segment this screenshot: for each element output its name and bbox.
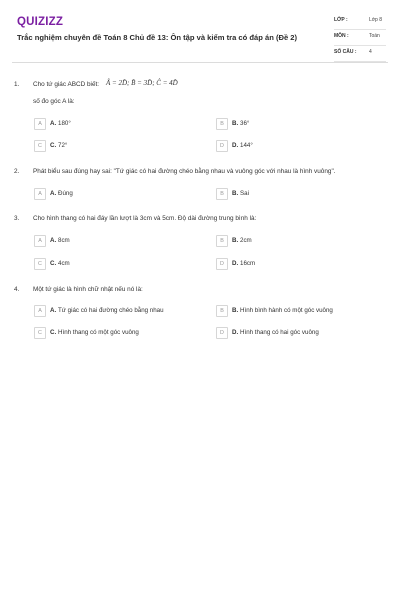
option-d-box[interactable]: D [216, 140, 228, 152]
option-a-letter: A. [50, 120, 57, 127]
option-b-letter: B. [232, 190, 239, 197]
meta-subject-row [334, 30, 386, 46]
question-1-text: Cho tứ giác ABCD biết: [33, 81, 100, 88]
question-3-number: 3. [14, 215, 20, 222]
question-2-text: Phát biểu sau đúng hay sai: "Tứ giác có hai đường chéo bằng nhau và vuông góc với nhau là hình vuông". [33, 168, 336, 175]
meta-count-value: 4 [369, 49, 372, 55]
option-c-box[interactable]: C [34, 140, 46, 152]
option-b-text: Sai [240, 190, 249, 197]
option-a-letter: A. [50, 307, 57, 314]
meta-class-label: LỚP : [334, 17, 348, 23]
option-a-text: Tứ giác có hai đường chéo bằng nhau [58, 307, 164, 314]
meta-class-value: Lớp 8 [369, 17, 383, 23]
question-1-subtext: số đo góc A là: [33, 98, 75, 105]
option-d-letter: D. [232, 142, 239, 149]
option-c-box[interactable]: C [34, 258, 46, 270]
option-d-box[interactable]: D [216, 327, 228, 339]
meta-subject-value: Toán [369, 33, 380, 39]
option-c-text: Hình thang có một góc vuông [58, 329, 139, 336]
option-d-box[interactable]: D [216, 258, 228, 270]
question-4-text: Một tứ giác là hình chữ nhật nếu nó là: [33, 286, 143, 293]
option-c-text: 72° [58, 142, 68, 149]
header-divider [12, 62, 388, 63]
option-d-text: 144° [240, 142, 253, 149]
question-1-number: 1. [14, 81, 20, 88]
option-a-box[interactable]: A [34, 118, 46, 130]
option-a-text: 8cm [58, 237, 70, 244]
worksheet-title: Trắc nghiệm chuyên đề Toán 8 Chủ đề 13: Ôn tập và kiểm tra có đáp án (Đề 2) [17, 33, 298, 42]
option-c-letter: C. [50, 260, 57, 267]
option-a-box[interactable]: A [34, 305, 46, 317]
question-1-formula: Â = 2D̂; B̂ = 3D̂; Ĉ = 4D̂ [106, 79, 178, 87]
option-c-letter: C. [50, 329, 57, 336]
worksheet-meta [334, 14, 386, 62]
option-b-box[interactable]: B [216, 118, 228, 130]
option-b-letter: B. [232, 307, 239, 314]
option-d-text: Hình thang có hai góc vuông [240, 329, 319, 336]
question-4-number: 4. [14, 286, 20, 293]
option-d-letter: D. [232, 329, 239, 336]
option-c-box[interactable]: C [34, 327, 46, 339]
option-b-box[interactable]: B [216, 235, 228, 247]
option-d-text: 16cm [240, 260, 256, 267]
option-b-box[interactable]: B [216, 305, 228, 317]
option-b-letter: B. [232, 120, 239, 127]
quizizz-logo: QUIZIZZ [17, 16, 64, 28]
option-a-box[interactable]: A [34, 235, 46, 247]
option-a-text: 180° [58, 120, 71, 127]
option-a-letter: A. [50, 190, 57, 197]
option-a-letter: A. [50, 237, 57, 244]
option-a-box[interactable]: A [34, 188, 46, 200]
option-b-text: Hình bình hành có một góc vuông [240, 307, 333, 314]
option-b-letter: B. [232, 237, 239, 244]
option-d-letter: D. [232, 260, 239, 267]
option-b-text: 36° [240, 120, 250, 127]
option-a-text: Đúng [58, 190, 73, 197]
option-c-letter: C. [50, 142, 57, 149]
meta-count-label: SỐ CÂU : [334, 49, 357, 55]
question-2-number: 2. [14, 168, 20, 175]
option-b-box[interactable]: B [216, 188, 228, 200]
option-b-text: 2cm [240, 237, 252, 244]
meta-subject-label: MÔN : [334, 33, 349, 39]
question-3-text: Cho hình thang có hai đáy lần lượt là 3cm và 5cm. Độ dài đường trung bình là: [33, 215, 257, 222]
meta-count-row [334, 46, 386, 62]
option-c-text: 4cm [58, 260, 70, 267]
meta-class-row [334, 14, 386, 30]
